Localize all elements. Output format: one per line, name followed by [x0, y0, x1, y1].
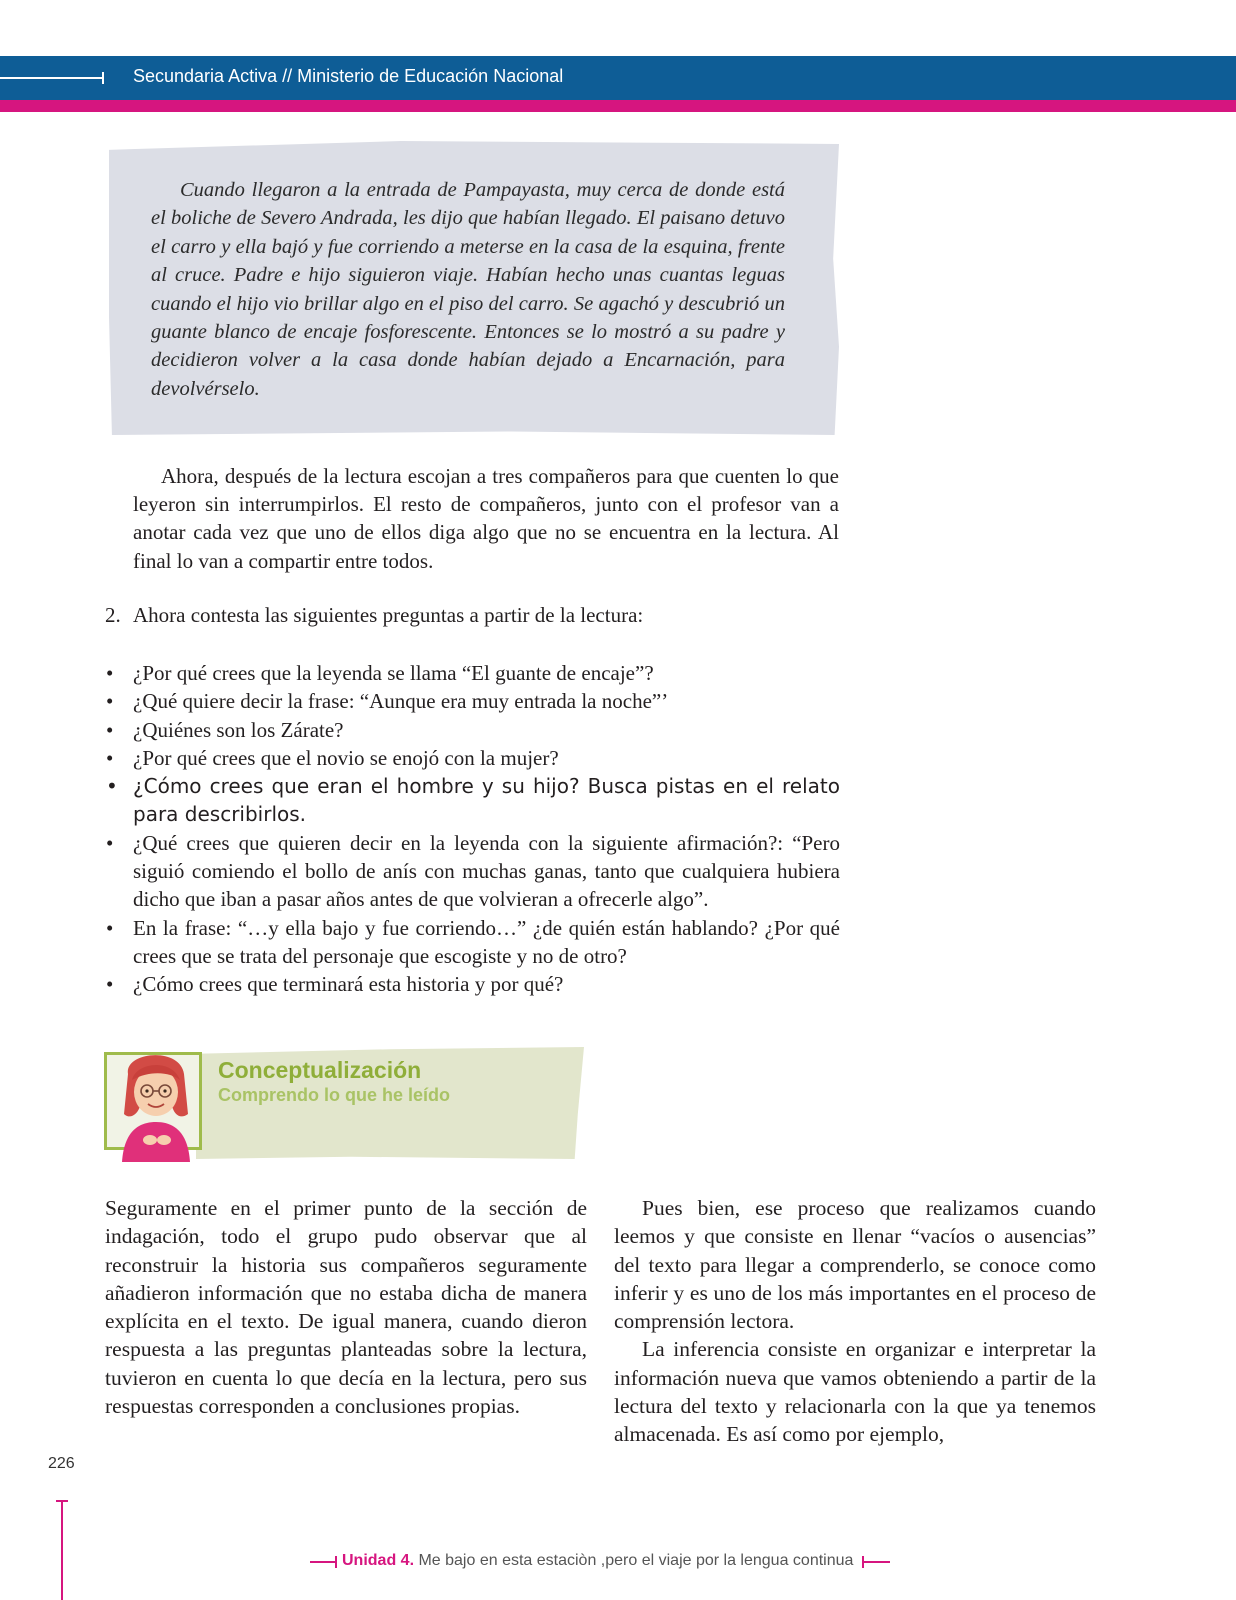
header-accent-bar: [0, 100, 1236, 112]
list-item: • ¿Quiénes son los Zárate?: [105, 716, 840, 744]
bullet-icon: •: [106, 972, 114, 997]
quote-text: Cuando llegaron a la entrada de Pampayasta, muy cerca de donde está el boliche de Severo Andrada, les dijo que habían llegado. El paisano detuvo el carro y ella bajó y fue corriendo a meterse en la casa de la esquina, frente al cruce. Padre e hijo siguieron viaje. Habían hecho unas cuantas leguas cuando el hijo vio brillar algo en el piso del carro. Se agachó y descubrió un guante blanco de encaje fosforescente. Entonces se lo mostró a su padre y decidieron volver a la casa donde habían dejado a Encarnación, para devolvérselo.: [151, 179, 785, 400]
footer-rule-left-tick: [335, 1556, 337, 1568]
right-column-paragraph-2: La inferencia consiste en organizar e interpretar la información nueva que vamos obteniendo a partir de la lectura del texto y relacionarla con la que ya tenemos almacenada. Es así como por ejemplo,: [614, 1337, 1096, 1447]
page-number: 226: [48, 1455, 75, 1472]
footer-rule-left: [310, 1561, 336, 1563]
question-text: Ahora contesta las siguientes preguntas a partir de la lectura:: [133, 603, 644, 627]
page-header: [0, 56, 1236, 100]
footer-text: [342, 1552, 853, 1570]
header-title: Secundaria Activa // Ministerio de Educación Nacional: [133, 66, 564, 86]
left-column-paragraph: Seguramente en el primer punto de la sección de indagación, todo el grupo pudo observar que al reconstruir la historia sus compañeros seguramente añadieron información que no estaba dicha de manera explícita en el texto. De igual manera, cuando dieron respuesta a las preguntas planteadas sobre la lectura, tuvieron en cuenta lo que decía en la lectura, pero sus respuestas corresponden a conclusiones propias.: [105, 1196, 587, 1419]
page-footer: [310, 1550, 890, 1574]
bullet-icon: •: [106, 689, 114, 714]
left-column: [105, 1194, 587, 1420]
list-item: • ¿Por qué crees que el novio se enojó con la mujer?: [105, 744, 840, 772]
header-rule: [0, 77, 104, 79]
list-item: • ¿Qué quiere decir la frase: “Aunque era muy entrada la noche”’: [105, 687, 840, 715]
list-item: • ¿Qué crees que quieren decir en la leyenda con la siguiente afirmación?: “Pero siguió comiendo el bollo de anís con muchas ganas, tanto que cualquiera hubiera dicho que iban a pasar años antes de que volvieran a ofrecerle algo”.: [106, 830, 840, 912]
bullet-icon: •: [106, 745, 114, 770]
list-item: • En la frase: “…y ella bajo y fue corriendo…” ¿de quién están hablando? ¿Por qué crees que se trata del personaje que escogiste y no de otro?: [106, 915, 840, 968]
footer-title: Me bajo en esta estaciòn ,pero el viaje por la lengua continua: [414, 1552, 854, 1569]
teacher-avatar-icon: [110, 1044, 202, 1162]
list-item: • ¿Por qué crees que la leyenda se llama “El guante de encaje”?: [105, 659, 840, 687]
footer-unit: Unidad 4.: [342, 1552, 415, 1569]
bullet-icon: •: [106, 661, 114, 685]
list-item: • ¿Cómo crees que eran el hombre y su hijo? Busca pistas en el relato para describirlos.: [106, 774, 840, 827]
margin-rule-tick: [56, 1500, 68, 1502]
question-list: [105, 659, 840, 999]
intro-paragraph: Ahora, después de la lectura escojan a tres compañeros para que cuenten lo que leyeron sin interrumpirlos. El resto de compañeros, junto con el profesor van a anotar cada vez que uno de ellos diga algo que no se encuentra en la lectura. Al final lo van a compartir entre todos.: [133, 464, 839, 573]
section-subtitle: Comprendo lo que he leído: [218, 1085, 451, 1105]
right-column: [614, 1194, 1096, 1449]
question-line: [105, 603, 643, 628]
bullet-icon: •: [106, 830, 114, 855]
question-number: 2.: [105, 603, 121, 627]
header-rule-tick: [102, 72, 104, 84]
bullet-icon: •: [106, 774, 118, 799]
list-item: • ¿Cómo crees que terminará esta historia y por qué?: [105, 970, 840, 998]
margin-rule: [61, 1500, 63, 1600]
right-column-paragraph-1: Pues bien, ese proceso que realizamos cuando leemos y que consiste en llenar “vacíos o ausencias” del texto para llegar a comprenderlo, se conoce como inferir y es uno de los más importantes en el proceso de comprensión lectora.: [614, 1196, 1096, 1334]
footer-rule-right: [864, 1561, 890, 1563]
bullet-icon: •: [106, 915, 114, 940]
section-title: Conceptualización: [218, 1057, 422, 1083]
bullet-icon: •: [106, 717, 114, 742]
